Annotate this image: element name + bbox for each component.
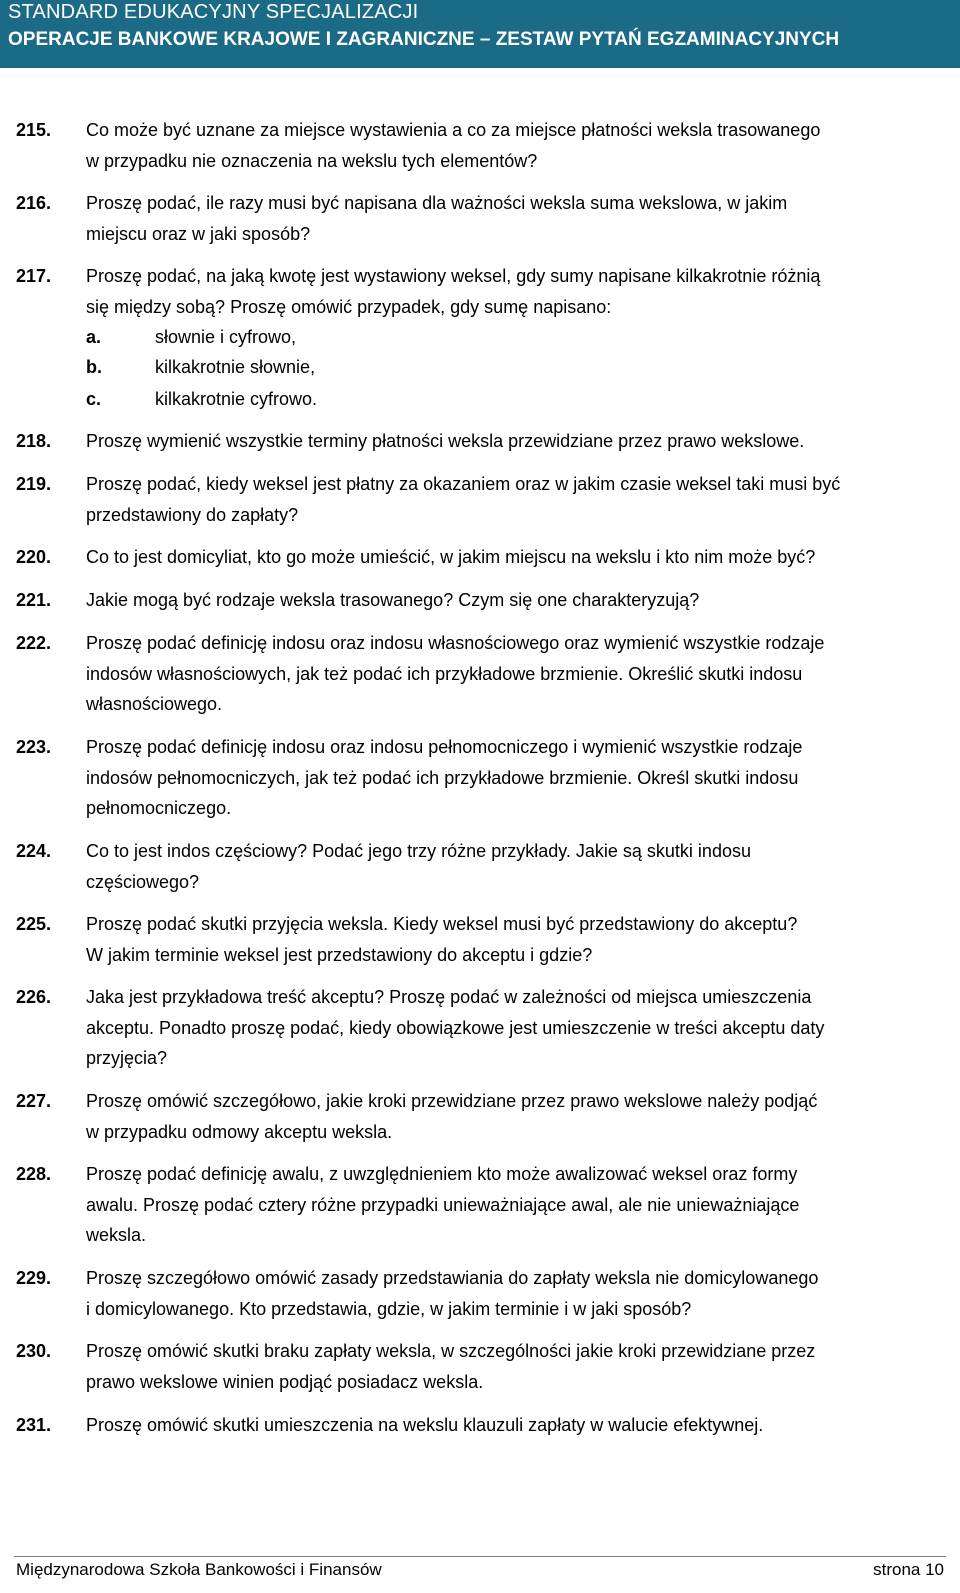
- question-text-line: weksla.: [86, 1225, 147, 1245]
- question-text-line: awalu. Proszę podać cztery różne przypadki unieważniające awal, ale nie unieważniające: [86, 1194, 800, 1215]
- question-text-line: Co to jest indos częściowy? Podać jego trzy różne przykłady. Jakie są skutki indosu: [86, 841, 751, 861]
- sub-item-text: słownie i cyfrowo,: [155, 327, 297, 347]
- question-number: 221.: [16, 590, 52, 610]
- question-number: 229.: [16, 1268, 52, 1288]
- question-text: [86, 909, 946, 970]
- question-number: 220.: [16, 547, 52, 567]
- question-text-line: Proszę podać definicję indosu oraz indosu pełnomocniczego i wymienić wszystkie rodzaje: [86, 737, 803, 757]
- question-text: [86, 542, 946, 573]
- question-text: [86, 261, 946, 322]
- question-text-line: się między sobą? Proszę omówić przypadek, gdy sumę napisano:: [86, 296, 612, 317]
- question-text-line: Co to jest domicyliat, kto go może umieścić, w jakim miejscu na wekslu i kto nim może być?: [86, 547, 816, 567]
- question-text: [86, 732, 946, 824]
- question-text: [86, 982, 946, 1074]
- header-title: STANDARD EDUKACYJNY SPECJALIZACJI: [8, 1, 419, 23]
- question-text-line: Proszę podać, kiedy weksel jest płatny za okazaniem oraz w jakim czasie weksel taki musi być: [86, 474, 841, 494]
- question-text-line: Proszę podać definicję awalu, z uwzględnieniem kto może awalizować weksel oraz formy: [86, 1164, 798, 1184]
- question-text-line: indosów pełnomocniczych, jak też podać ich przykładowe brzmienie. Określ skutki indosu: [86, 767, 799, 788]
- sub-item-letter: b.: [86, 357, 102, 377]
- question-text: [86, 836, 946, 897]
- question-number: 231.: [16, 1415, 52, 1435]
- question-number: 225.: [16, 914, 52, 934]
- question-number: 218.: [16, 431, 52, 451]
- question-number: 227.: [16, 1091, 52, 1111]
- question-text-line: pełnomocniczego.: [86, 798, 232, 818]
- question-text: [86, 1159, 946, 1251]
- question-number: 219.: [16, 474, 52, 494]
- question-text-line: Proszę podać, ile razy musi być napisana dla ważności weksla suma wekslowa, w jakim: [86, 193, 788, 213]
- question-text: [86, 115, 946, 176]
- footer-divider: [14, 1556, 946, 1557]
- question-text-line: w przypadku nie oznaczenia na wekslu tych elementów?: [86, 150, 538, 171]
- question-number: 228.: [16, 1164, 52, 1184]
- question-text: [86, 628, 946, 720]
- question-text-line: Proszę podać skutki przyjęcia weksla. Kiedy weksel musi być przedstawiony do akceptu?: [86, 914, 798, 934]
- question-number: 215.: [16, 120, 52, 140]
- footer-institution: Międzynarodowa Szkoła Bankowości i Finansów: [16, 1560, 382, 1579]
- question-text-line: Jakie mogą być rodzaje weksla trasowanego? Czym się one charakteryzują?: [86, 590, 700, 610]
- question-text: [86, 188, 946, 249]
- question-text-line: Co może być uznane za miejsce wystawienia a co za miejsce płatności weksla trasowanego: [86, 120, 821, 140]
- question-number: 230.: [16, 1341, 52, 1361]
- question-text-line: Proszę szczegółowo omówić zasady przedstawiania do zapłaty weksla nie domicylowanego: [86, 1268, 819, 1288]
- question-number: 222.: [16, 633, 52, 653]
- question-text-line: Proszę omówić skutki braku zapłaty weksla, w szczególności jakie kroki przewidziane przez: [86, 1341, 816, 1361]
- question-text: [86, 426, 946, 457]
- question-text: [86, 1086, 946, 1147]
- question-text: [86, 1410, 946, 1441]
- question-text-line: i domicylowanego. Kto przedstawia, gdzie, w jakim terminie i w jaki sposób?: [86, 1298, 692, 1319]
- question-number: 224.: [16, 841, 52, 861]
- question-text-line: przedstawiony do zapłaty?: [86, 504, 299, 525]
- question-number: 216.: [16, 193, 52, 213]
- question-text-line: przyjęcia?: [86, 1048, 168, 1068]
- question-text-line: częściowego?: [86, 871, 200, 892]
- question-number: 226.: [16, 987, 52, 1007]
- question-text-line: własnościowego.: [86, 694, 223, 714]
- question-text-line: prawo wekslowe winien podjąć posiadacz weksla.: [86, 1371, 484, 1392]
- footer-page-number: strona 10: [873, 1560, 944, 1579]
- header-subtitle: OPERACJE BANKOWE KRAJOWE I ZAGRANICZNE – ZESTAW PYTAŃ EGZAMINACYJNYCH: [8, 29, 840, 50]
- question-number: 217.: [16, 266, 52, 286]
- question-text-line: Proszę wymienić wszystkie terminy płatności weksla przewidziane przez prawo wekslowe.: [86, 431, 805, 451]
- question-text: [86, 1336, 946, 1397]
- page-header: [0, 0, 960, 68]
- question-text-line: Proszę omówić szczegółowo, jakie kroki przewidziane przez prawo wekslowe należy podjąć: [86, 1091, 818, 1111]
- question-number: 223.: [16, 737, 52, 757]
- question-text-line: miejscu oraz w jaki sposób?: [86, 223, 311, 244]
- question-text-line: akceptu. Ponadto proszę podać, kiedy obowiązkowe jest umieszczenie w treści akceptu daty: [86, 1017, 825, 1038]
- question-text-line: indosów własnościowych, jak też podać ich przykładowe brzmienie. Określić skutki indosu: [86, 663, 803, 684]
- question-text-line: Proszę podać, na jaką kwotę jest wystawiony weksel, gdy sumy napisane kilkakrotnie różnią: [86, 266, 821, 286]
- question-text-line: W jakim terminie weksel jest przedstawiony do akceptu i gdzie?: [86, 944, 593, 965]
- sub-item-letter: a.: [86, 327, 102, 347]
- question-text: [86, 585, 946, 616]
- question-text-line: Proszę omówić skutki umieszczenia na wekslu klauzuli zapłaty w walucie efektywnej.: [86, 1415, 764, 1435]
- question-text: [86, 469, 946, 530]
- sub-item-text: kilkakrotnie słownie,: [155, 357, 316, 377]
- question-text-line: Proszę podać definicję indosu oraz indosu własnościowego oraz wymienić wszystkie rodzaje: [86, 633, 825, 653]
- question-text-line: w przypadku odmowy akceptu weksla.: [86, 1121, 393, 1142]
- question-text: [86, 1263, 946, 1324]
- question-text-line: Jaka jest przykładowa treść akceptu? Proszę podać w zależności od miejsca umieszczenia: [86, 987, 812, 1007]
- sub-item-text: kilkakrotnie cyfrowo.: [155, 389, 318, 409]
- sub-item-letter: c.: [86, 389, 102, 409]
